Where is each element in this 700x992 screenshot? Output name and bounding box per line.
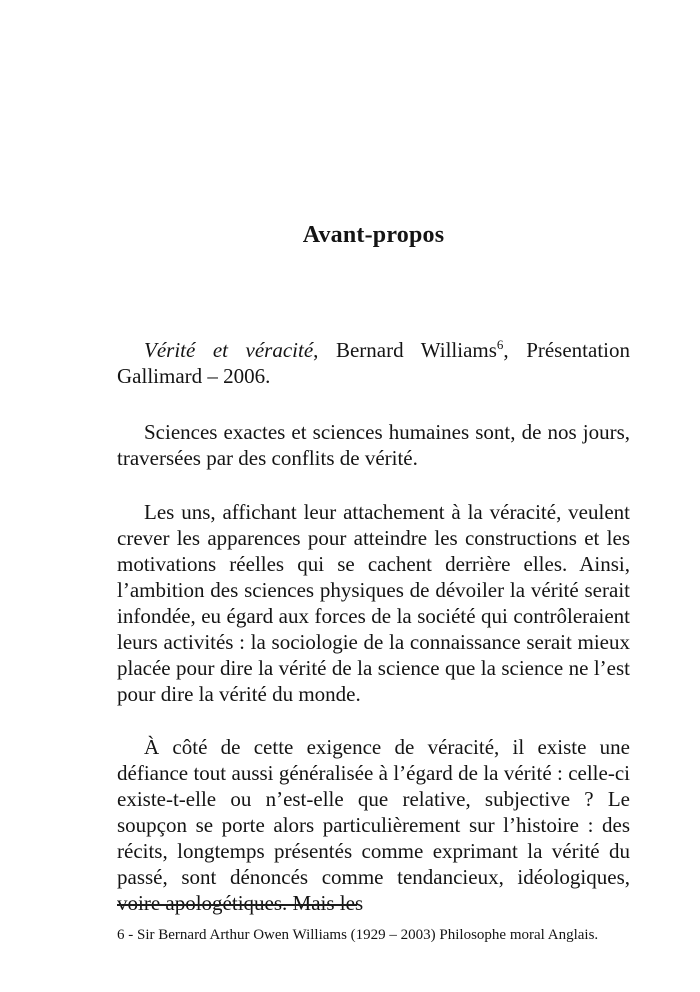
paragraph: Les uns, affichant leur attachement à la véracité, veulent crever les apparences pour atteindre les constructions et les motivations réelles qui se cachent derrière elles. Ainsi, l’ambition des sciences physiques de dévoiler la vérité serait infondée, eu égard aux forces de la société qui contrôleraient leurs activités : la sociologie de la connaissance serait mieux placée pour dire la vérité de la science que la science ne l’est pour dire la vérité du monde. [117, 500, 630, 706]
intro-text: , Bernard Williams [313, 338, 497, 362]
footnote-divider [117, 904, 357, 906]
paragraph: À côté de cette exigence de véracité, il existe une défiance tout aussi généralisée à l’égard de la vérité : celle-ci existe-t-elle ou n’est-elle que relative, subjective ? Le soupçon se porte alors particulièrement sur l’histoire : des récits, longtemps présentés comme exprimant la vérité du passé, sont dénoncés comme tendancieux, idéologiques, voire apologétiques. Mais les [117, 735, 630, 915]
footnote-reference: 6 [496, 337, 504, 352]
footnote: 6 - Sir Bernard Arthur Owen Williams (1929 – 2003) Philosophe moral Anglais. [117, 927, 599, 943]
work-title-italic: Vérité et véracité [144, 338, 314, 362]
paragraph-intro [117, 337, 630, 389]
page-title: Avant-propos [302, 222, 445, 249]
intro-text-after-ref: , Présentation Gallimard – 2006. [117, 338, 631, 388]
paragraph: Sciences exactes et sciences humaines sont, de nos jours, traversées par des conflits de vérité. [117, 420, 630, 470]
